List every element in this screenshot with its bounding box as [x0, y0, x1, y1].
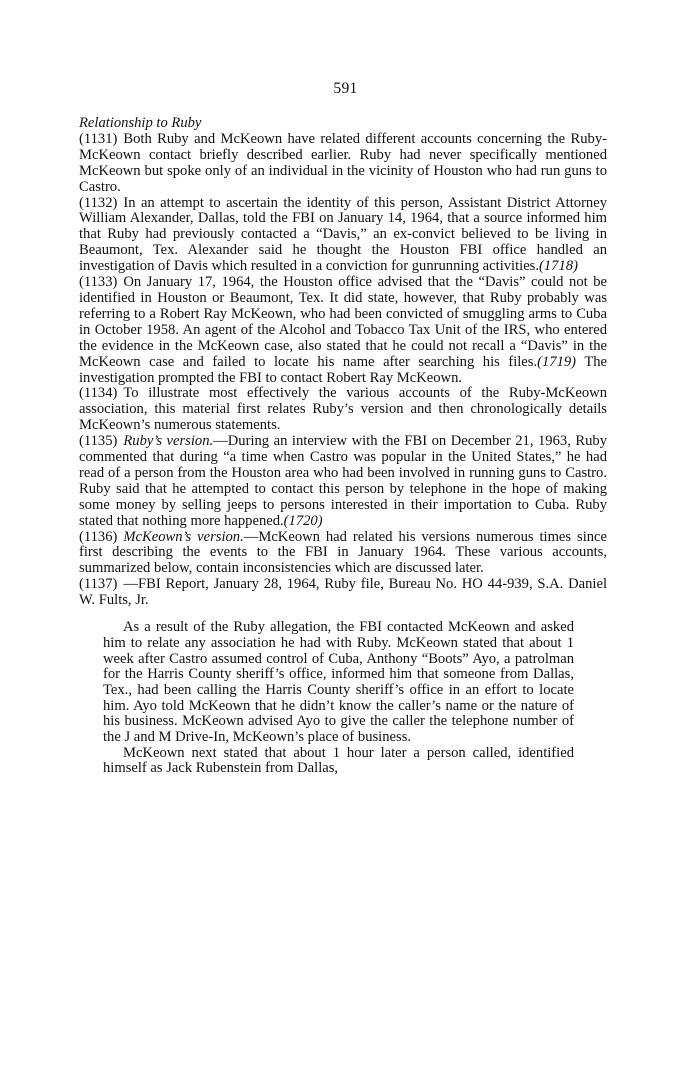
- paragraph-number: (1132): [79, 194, 118, 211]
- paragraph-text-continued: The investigation prompted the FBI to contact Robert Ray McKeown.: [79, 353, 608, 386]
- paragraph-number: (1135): [79, 433, 118, 450]
- paragraph-number: (1133): [79, 274, 118, 291]
- body-column: [79, 116, 607, 777]
- paragraph-number: (1134): [79, 385, 118, 402]
- paragraph-1136: [79, 530, 607, 578]
- footnote-ref: (1720): [283, 512, 323, 529]
- paragraph-number: (1131): [79, 130, 118, 147]
- paragraph-text: —FBI Report, January 28, 1964, Ruby file, Bureau No. HO 44-939, S.A. Daniel W. Fults, Jr.: [79, 576, 607, 609]
- paragraph-1132: [79, 196, 607, 276]
- paragraph-1134: [79, 386, 607, 434]
- paragraph-text: To illustrate most effectively the various accounts of the Ruby-McKeown association, this material first relates Ruby’s version and then chronologically details McKeown’s numerous statements.: [79, 385, 607, 434]
- paragraph-lead: Ruby’s version.: [123, 433, 214, 450]
- paragraph-1135: [79, 434, 607, 529]
- section-heading: Relationship to Ruby: [79, 115, 202, 131]
- quote-paragraph: As a result of the Ruby allegation, the FBI contacted McKeown and asked him to relate any association he had with Ruby. McKeown stated that about 1 week after Castro assumed control of Cuba, Anthony “Boots” Ayo, a patrolman for the Harris County sheriff’s office, informed him that someone from Dallas, Tex., had been calling the Harris County sheriff’s office in an effort to locate him. Ayo told McKeown that he didn’t know the caller’s name or the nature of his business. McKeown advised Ayo to give the caller the telephone number of the J and M Drive-In, McKeown’s place of business.: [103, 619, 574, 746]
- paragraph-text: —McKeown had related his versions numerous times since first describing the events to the FBI in January 1964. These various accounts, summarized below, contain inconsistencies which are discussed later.: [79, 528, 607, 577]
- paragraph-1137: [79, 577, 607, 609]
- paragraph-text: —During an interview with the FBI on December 21, 1963, Ruby commented that during “a time when Castro was popular in the United States,” he had read of a person from the Houston area who had been involved in running guns to Castro. Ruby said that he attempted to contact this person by telephone in the hope of making some money by selling jeeps to persons interested in their importation to Cuba. Ruby stated that nothing more happened.: [79, 433, 607, 529]
- paragraph-text: Both Ruby and McKeown have related different accounts concerning the Ruby-McKeown contact briefly described earlier. Ruby had never specifically mentioned McKeown but spoke only of an individual in the vicinity of Houston who had run guns to Castro.: [79, 130, 607, 195]
- paragraph-text: In an attempt to ascertain the identity of this person, Assistant District Attorney William Alexander, Dallas, told the FBI on January 14, 1964, that a source informed him that Ruby had previously contacted a “Davis,” an ex-convict believed to be living in Beaumont, Tex. Alexander said he thought the Houston FBI office handled an investigation of Davis which resulted in a conviction for gunrunning activities.: [79, 194, 607, 275]
- footnote-ref: (1718): [539, 258, 578, 275]
- page-number: 591: [333, 80, 358, 97]
- paragraph-lead: McKeown’s version.: [123, 528, 244, 545]
- paragraph-number: (1137): [79, 576, 118, 593]
- paragraph-1131: [79, 132, 607, 196]
- block-quote: [79, 620, 574, 777]
- paragraph-number: (1136): [79, 528, 118, 545]
- paragraph-1133: [79, 275, 607, 386]
- footnote-ref: (1719): [537, 353, 577, 370]
- quote-paragraph: McKeown next stated that about 1 hour later a person called, identified himself as Jack Rubenstein from Dallas,: [103, 744, 574, 777]
- paragraph-text: On January 17, 1964, the Houston office advised that the “Davis” could not be identified in Houston or Beaumont, Tex. It did state, however, that Ruby probably was referring to a Robert Ray McKeown, who had been convicted of smuggling arms to Cuba in October 1958. An agent of the Alcohol and Tobacco Tax Unit of the IRS, who entered the evidence in the McKeown case, also stated that he could not recall a “Davis” in the McKeown case and failed to locate his name after searching his files.: [79, 274, 607, 370]
